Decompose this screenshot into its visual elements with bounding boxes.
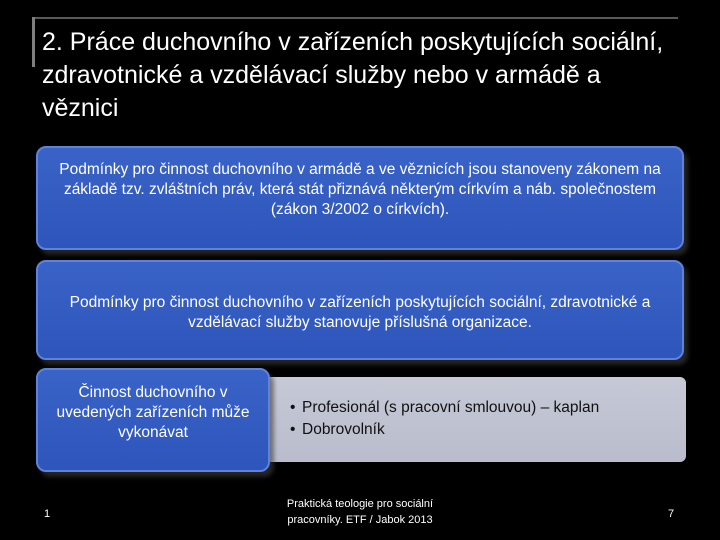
armada-veznice-text: Podmínky pro činnost duchovního v armádě a ve věznicích jsou stanoveny zákonem na základě tzv. zvláštních práv, která stát přiznává některým církvím a náb. společnostem (zákon 3/2002 o církvích). — [59, 161, 661, 218]
bullet-text: Profesionál (s pracovní smlouvou) – kaplan — [302, 399, 600, 416]
bullet-list-box — [264, 377, 686, 462]
bullet-marker: • — [290, 399, 296, 416]
bullet-text: Dobrovolník — [302, 421, 385, 438]
bullet-item-dobrovolnik — [290, 419, 686, 441]
page-number: 7 — [668, 508, 675, 520]
title-top-rule — [32, 17, 678, 19]
vykonavat-text: Činnost duchovního v uvedených zařízeních může vykonávat — [56, 384, 250, 441]
bullet-item-profesional — [290, 397, 686, 419]
vykonavat-box — [36, 368, 270, 472]
bullet-marker: • — [290, 421, 296, 438]
slide-title: 2. Práce duchovního v zařízeních poskytujících sociální, zdravotnické a vzdělávací služby nebo v armádě a věznici — [42, 28, 664, 122]
armada-veznice-box — [36, 146, 684, 250]
footer-course-text: Praktická teologie pro sociální pracovníky. ETF / Jabok 2013 — [286, 498, 434, 526]
title-left-accent — [32, 17, 35, 67]
footer-left-number: 1 — [44, 508, 51, 520]
organizace-box — [36, 260, 684, 360]
organizace-text: Podmínky pro činnost duchovního v zařízeních poskytujících sociální, zdravotnické a vzdělávací služby stanovuje příslušná organizace. — [69, 294, 651, 331]
